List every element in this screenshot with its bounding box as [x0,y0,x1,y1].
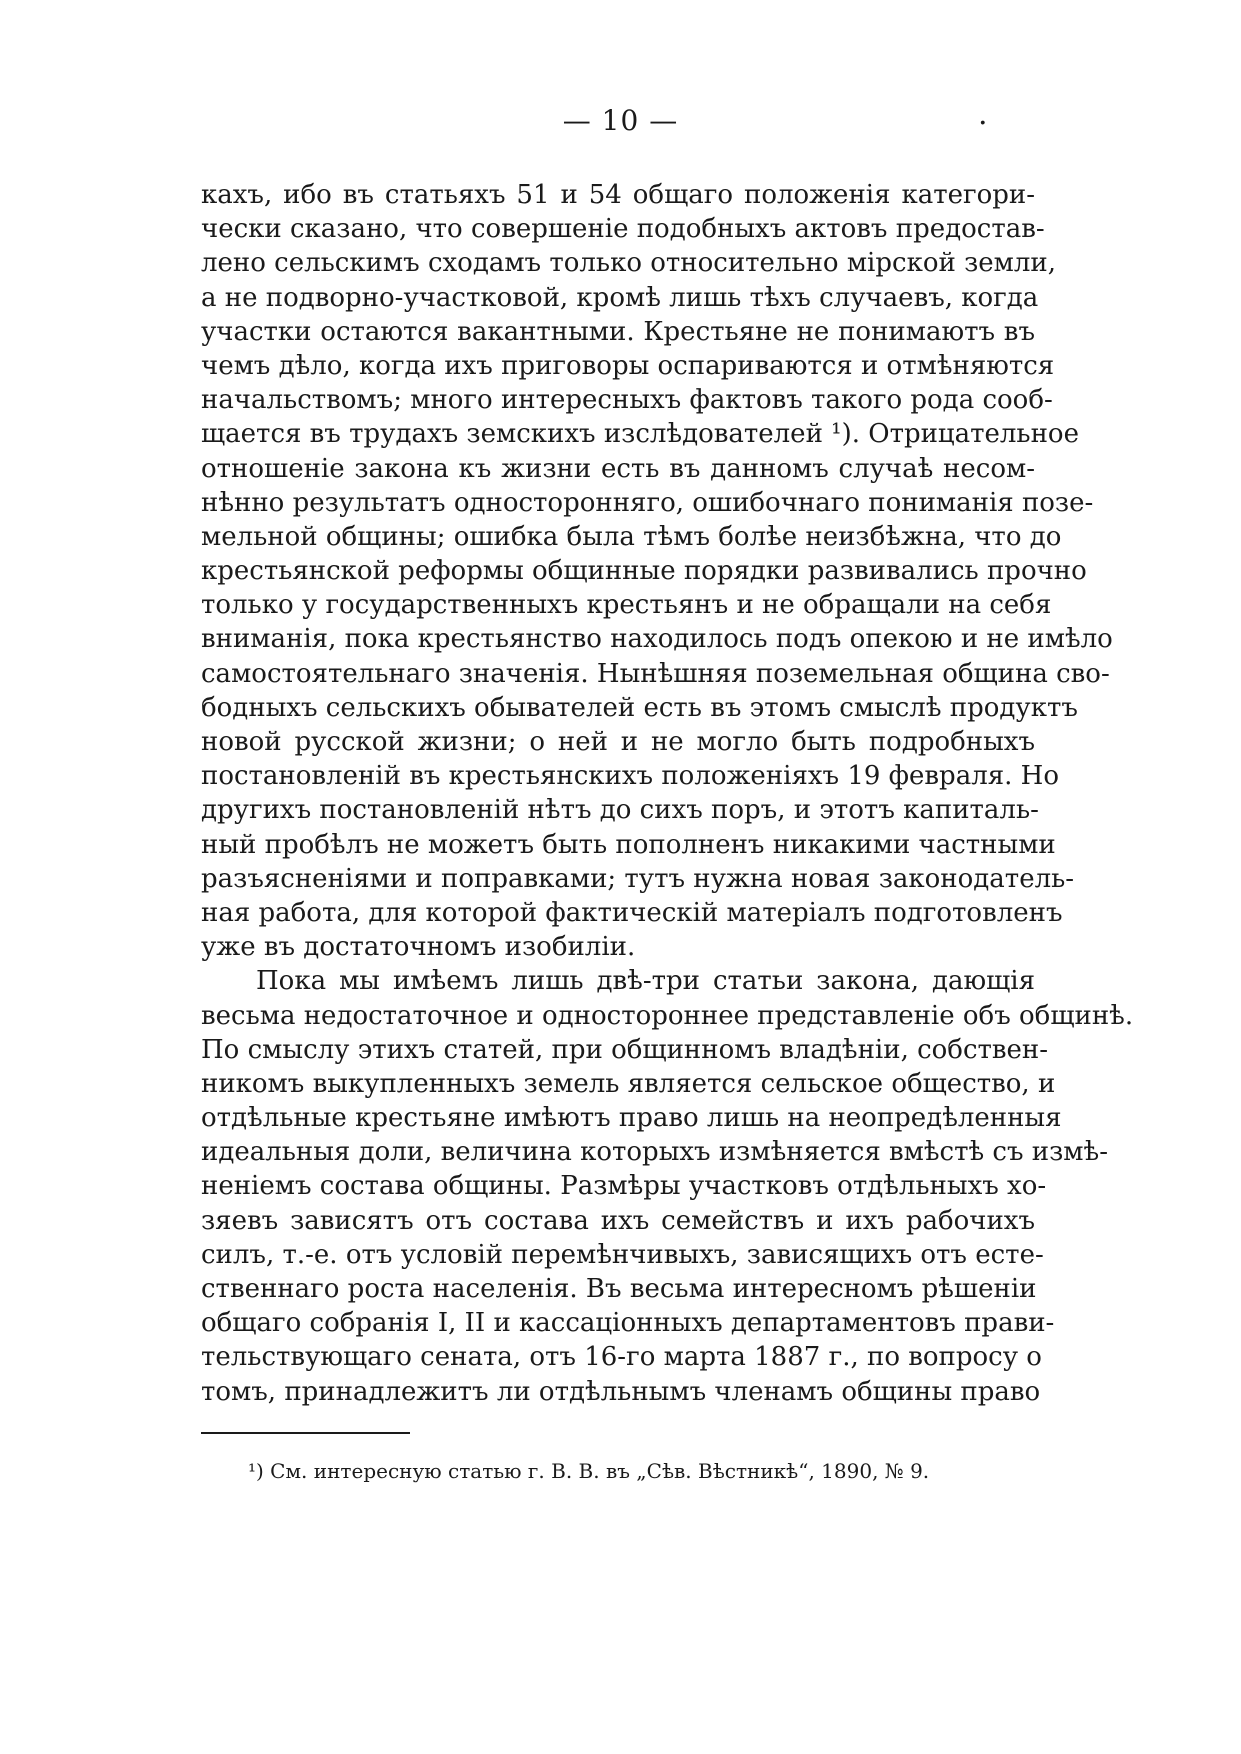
text-line: вниманія, пока крестьянство находилось подъ опекою и не имѣло [201,624,1113,655]
text-line: крестьянской реформы общинные порядки развивались прочно [201,556,1087,587]
text-line: нѣнно результатъ односторонняго, ошибочнаго пониманія позе- [201,487,1094,518]
text-line: только у государственныхъ крестьянъ и не обращали на себя [201,590,1052,621]
text-line: ная работа, для которой фактическій матеріалъ подготовленъ [201,897,1063,928]
text-line: начальствомъ; много интересныхъ фактовъ такого рода сооб- [201,385,1053,416]
text-line: отдѣльные крестьяне имѣютъ право лишь на неопредѣленныя [201,1103,1062,1134]
text-line: чемъ дѣло, когда ихъ приговоры оспариваются и отмѣняются [201,350,1055,381]
text-line: щается въ трудахъ земскихъ изслѣдователей ¹). Отрицательное [201,419,1079,450]
body-text [201,178,1134,1409]
text-line: бодныхъ сельскихъ обывателей есть въ этомъ смыслѣ продуктъ [201,692,1078,723]
text-line: разъясненіями и поправками; тутъ нужна новая законодатель- [201,863,1075,894]
text-line: другихъ постановленій нѣтъ до сихъ поръ, и этотъ капиталь- [201,795,1039,826]
text-line: мельной общины; ошибка была тѣмъ болѣе неизбѣжна, что до [201,521,1062,552]
text-line: отношеніе закона къ жизни есть въ данномъ случаѣ несом- [201,453,1035,484]
text-line: ственнаго роста населенія. Въ весьма интересномъ рѣшеніи [201,1274,1037,1304]
footnote: ¹) См. интересную статью г. В. В. въ „Сѣв. Вѣстникѣ“, 1890, № 9. [248,1459,930,1483]
text-line: а не подворно-участковой, кромѣ лишь тѣхъ случаевъ, когда [201,282,1039,313]
stray-mark: . [978,97,988,132]
text-line: весьма недостаточное и одностороннее представленіе объ общинѣ. [201,1000,1134,1031]
text-line: ный пробѣлъ не можетъ быть пополненъ никакими частными [201,829,1056,860]
text-line: тельствующаго сената, отъ 16-го марта 1887 г., по вопросу о [201,1342,1042,1373]
page-number: — 10 — [562,104,679,137]
text-line: общаго собранія I, II и кассаціонныхъ департаментовъ прави- [201,1308,1055,1339]
text-line: кахъ, ибо въ статьяхъ 51 и 54 общаго положенія категори- [201,180,1035,210]
text-line: По смыслу этихъ статей, при общинномъ владѣніи, собствен- [201,1034,1049,1065]
text-line: неніемъ состава общины. Размѣры участковъ отдѣльныхъ хо- [201,1171,1047,1202]
text-line: Пока мы имѣемъ лишь двѣ-три статьи закона, дающія [256,966,1035,997]
text-line: уже въ достаточномъ изобиліи. [201,932,636,963]
text-line: зяевъ зависятъ отъ состава ихъ семействъ и ихъ рабочихъ [201,1205,1035,1236]
text-line: никомъ выкупленныхъ земель является сельское общество, и [201,1068,1056,1099]
text-line: участки остаются вакантными. Крестьяне не понимаютъ въ [201,316,1035,347]
text-line: силъ, т.-е. отъ условій перемѣнчивыхъ, зависящихъ отъ есте- [201,1239,1044,1270]
text-line: лено сельскимъ сходамъ только относительно мірской земли, [201,248,1056,279]
text-line: постановленій въ крестьянскихъ положеніяхъ 19 февраля. Но [201,761,1059,792]
footnote-divider [201,1432,410,1434]
text-line: чески сказано, что совершеніе подобныхъ актовъ предостав- [201,214,1045,245]
text-line: самостоятельнаго значенія. Нынѣшняя поземельная община сво- [201,658,1110,689]
text-line: идеальныя доли, величина которыхъ измѣняется вмѣстѣ съ измѣ- [201,1137,1108,1168]
text-line: новой русской жизни; о ней и не могло быть подробныхъ [201,727,1035,757]
text-line: томъ, принадлежитъ ли отдѣльнымъ членамъ общины право [201,1376,1041,1407]
